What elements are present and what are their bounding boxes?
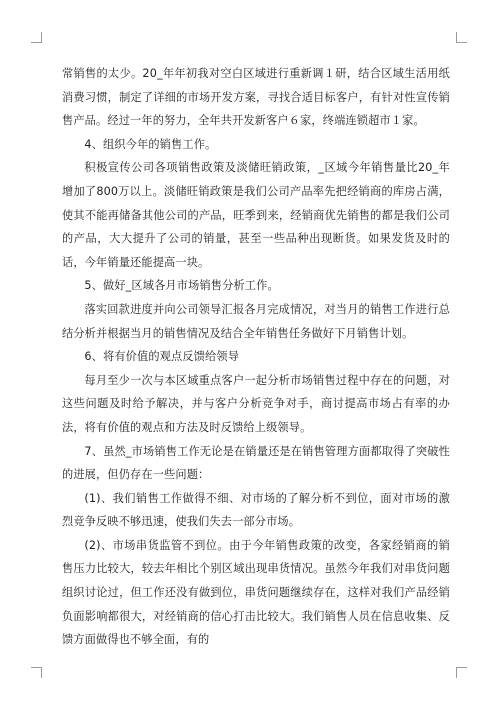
crop-mark-bottom-right xyxy=(456,667,467,678)
section-heading-4: 4、组织今年的销售工作。 xyxy=(84,137,217,151)
paragraph-sales-policy: 积极宣传公司各项销售政策及淡储旺销政策，_区域今年销售量比20_年增加了800万以上。淡储旺销政策是我们公司产品率先把经销商的库房占满，使其不能再储备其他公司的产品，旺季到来，经销商优先销售的都是我们公司的产品，大大提升了公司的销量，甚至一些品种出现断货。如果发货及时的话，今年销量还能提高一块。 xyxy=(62,161,450,269)
crop-mark-top-right xyxy=(456,32,467,43)
crop-mark-top-left xyxy=(31,32,42,43)
paragraph-customer-feedback: 每月至少一次与本区域重点客户一起分析市场销售过程中存在的问题，对这些问题及时给予解决，并与客户分析竞争对手，商讨提高市场占有率的办法，将有价值的观点和方法及时反馈给上级领导。 xyxy=(62,373,450,434)
paragraph-intro: 常销售的太少。20_年年初我对空白区域进行重新调１研，结合区域生活用纸消费习惯，制定了详细的市场开发方案，寻找合适目标客户，有针对性宣传销售产品。经过一年的努力，全年共开发新客户６家，终端连锁超市１家。 xyxy=(62,67,450,128)
section-heading-7: 7、虽然_市场销售工作无论是在销量还是在销售管理方面都取得了突破性的进展，但仍存在一些问题： xyxy=(62,444,450,482)
section-heading-5: 5、做好_区域各月市场销售分析工作。 xyxy=(84,279,279,293)
section-heading-6: 6、将有价值的观点反馈给领导 xyxy=(84,350,240,364)
crop-mark-bottom-left xyxy=(31,667,42,678)
document-body xyxy=(62,62,450,652)
paragraph-monthly-analysis: 落实回款进度并向公司领导汇报各月完成情况，对当月的销售工作进行总结分析并根据当月的销售情况及结合全年销售任务做好下月销售计划。 xyxy=(62,302,450,340)
paragraph-problem-1: (1)、我们销售工作做得不细、对市场的了解分析不到位，面对市场的激烈竞争反映不够迅速，使我们失去一部分市场。 xyxy=(62,491,450,529)
paragraph-problem-2: (2)、市场串货监管不到位。由于今年销售政策的改变，各家经销商的销售压力比较大，较去年相比个别区域出现串货情况。虽然今年我们对串货问题组织讨论过，但工作还没有做到位，串货问题继续存在，这样对我们产品经销负面影响都很大，对经销商的信心打击比较大。我们销售人员在信息收集、反馈方面做得也不够全面，有的 xyxy=(62,538,450,647)
